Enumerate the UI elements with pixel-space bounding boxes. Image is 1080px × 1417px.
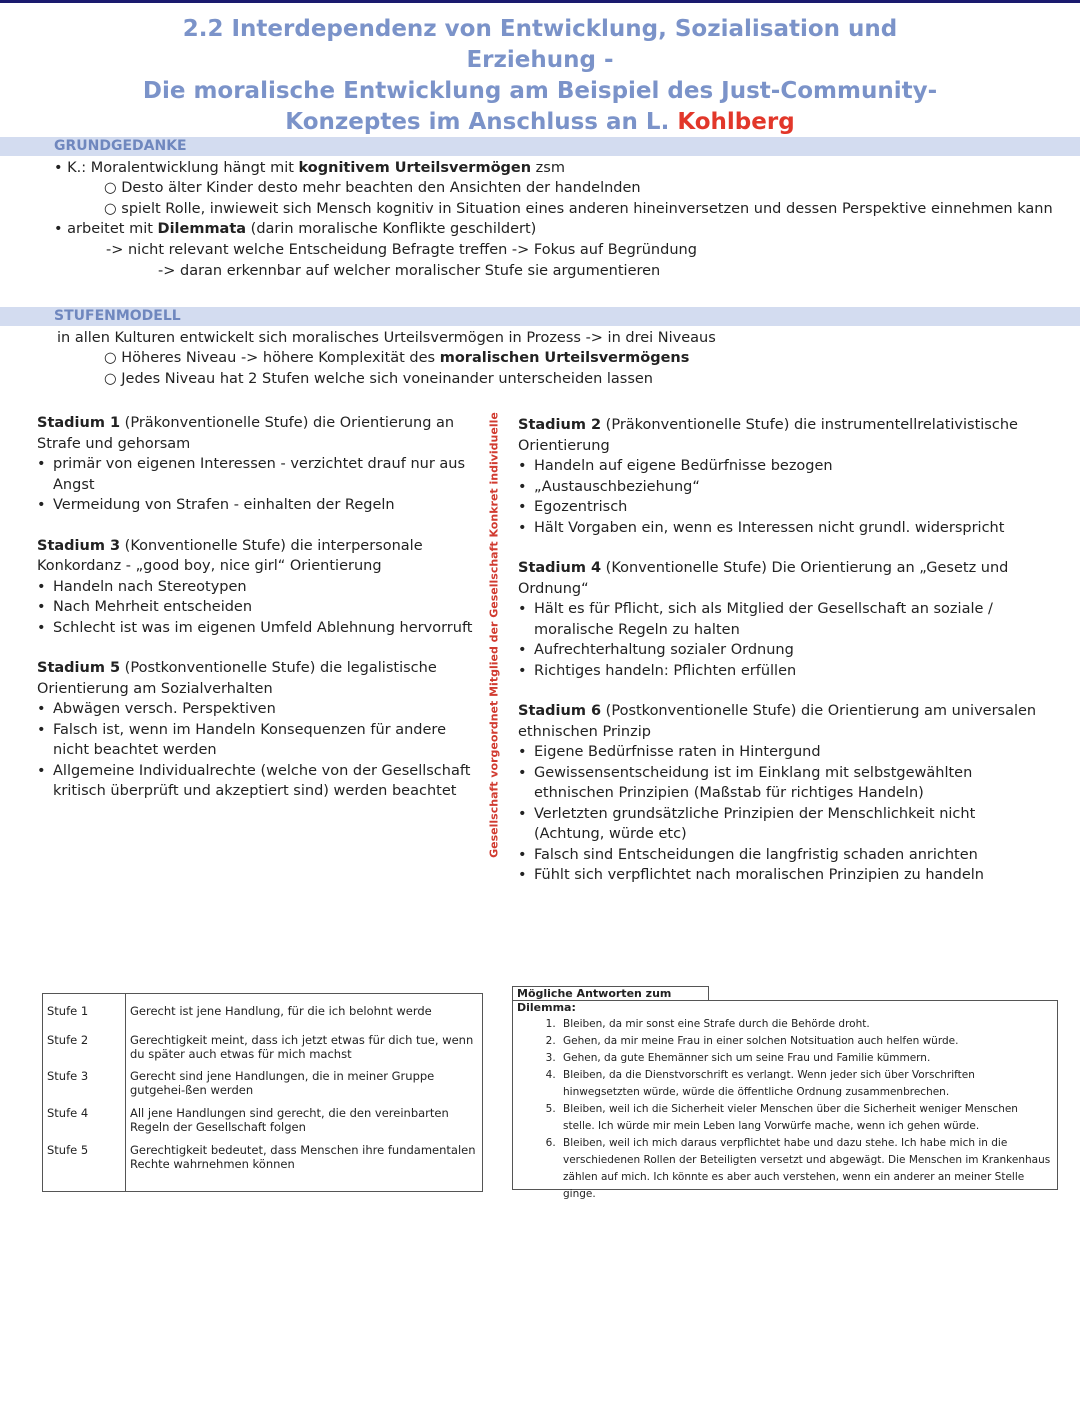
list-item: • Richtiges handeln: Pflichten erfüllen	[518, 661, 1048, 682]
list-item: • Nach Mehrheit entscheiden	[37, 597, 485, 618]
heading-stufenmodell: STUFENMODELL	[54, 308, 181, 324]
stufen-sub-1: ○ Höheres Niveau -> höhere Komplexität des moralischen Urteilsvermögens	[104, 350, 690, 366]
stufen-intro: in allen Kulturen entwickelt sich moralisches Urteilsvermögen in Prozess -> in drei Niveaus	[57, 330, 716, 346]
grund-sub-2: ○ spielt Rolle, inwieweit sich Mensch kognitiv in Situation eines anderen hineinversetzen und dessen Perspektive einnehmen kann	[104, 201, 1053, 217]
top-rule	[0, 0, 1080, 3]
list-item: 1. Bleiben, da mir sonst eine Strafe durch die Behörde droht.	[559, 1016, 1051, 1033]
stadium-2: Stadium 2 (Präkonventionelle Stufe) die instrumentellrelativistische Orientierung • Handeln auf eigene Bedürfnisse bezogen • „Austauschbeziehung“ • Egozentrisch • Hält Vorgaben ein, wenn es Interessen nicht grundl. widerspricht	[518, 415, 1048, 538]
list-item: • Fühlt sich verpflichtet nach moralischen Prinzipien zu handeln	[518, 865, 1048, 886]
list-item: • Hält Vorgaben ein, wenn es Interessen nicht grundl. widerspricht	[518, 518, 1048, 539]
stadium-6: Stadium 6 (Postkonventionelle Stufe) die Orientierung am universalen ethnischen Prinzip • Eigene Bedürfnisse raten in Hintergund • Gewissensentscheidung ist im Einklang mit selbstgewählten ethnischen Prinzipien (Maßstab für richtiges Handeln) • Verletzten grundsätzliche Prinzipien der Menschlichkeit nicht (Achtung, würde etc) • Falsch sind Entscheidungen die langfristig schaden anrichten • Fühlt sich verpflichtet nach moralischen Prinzipien zu handeln	[518, 701, 1048, 886]
answers-box	[512, 1000, 1058, 1200]
table-row: Stufe 1 Gerecht ist jene Handlung, für die ich belohnt werde	[43, 994, 483, 1019]
table-row: Stufe 4 All jene Handlungen sind gerecht, die den vereinbarten Regeln der Gesellschaft folgen	[43, 1097, 483, 1134]
list-item: • Gewissensentscheidung ist im Einklang mit selbstgewählten ethnischen Prinzipien (Maßstab für richtiges Handeln)	[518, 763, 1048, 804]
list-item: 2. Gehen, da mir meine Frau in einer solchen Notsituation auch helfen würde.	[559, 1033, 1051, 1050]
vertical-axis-label: Gesellschaft vorgeordnet Mitglied der Gesellschaft Konkret individuelle	[487, 412, 501, 858]
table-row: Stufe 2 Gerechtigkeit meint, dass ich jetzt etwas für dich tue, wenn du später auch etwas für mich machst	[43, 1018, 483, 1061]
list-item: 5. Bleiben, weil ich die Sicherheit vieler Menschen über die Sicherheit weniger Menschen stelle. Ich würde mir mein Leben lang Vorwürfe mache, wenn ich gehen würde.	[559, 1101, 1051, 1135]
list-item: • Falsch sind Entscheidungen die langfristig schaden anrichten	[518, 845, 1048, 866]
list-item: • Vermeidung von Strafen - einhalten der Regeln	[37, 495, 485, 516]
title-highlight: Kohlberg	[677, 109, 795, 135]
stadium-4: Stadium 4 (Konventionelle Stufe) Die Orientierung an „Gesetz und Ordnung“ • Hält es für Pflicht, sich als Mitglied der Gesellschaft an soziale / moralische Regeln zu halten • Aufrechterhaltung sozialer Ordnung • Richtiges handeln: Pflichten erfüllen	[518, 558, 1048, 681]
table-row: Stufe 3 Gerecht sind jene Handlungen, die in meiner Gruppe gutgehei-ßen werden	[43, 1061, 483, 1097]
list-item: • Aufrechterhaltung sozialer Ordnung	[518, 640, 1048, 661]
grund-arrow-2: -> daran erkennbar auf welcher moralischer Stufe sie argumentieren	[158, 263, 661, 279]
grund-sub-1: ○ Desto älter Kinder desto mehr beachten den Ansichten der handelnden	[104, 180, 641, 196]
list-item: • Falsch ist, wenn im Handeln Konsequenzen für andere nicht beachtet werden	[37, 720, 485, 761]
left-column	[37, 413, 485, 822]
list-item: • Verletzten grundsätzliche Prinzipien der Menschlichkeit nicht (Achtung, würde etc)	[518, 804, 1048, 845]
list-item: • Egozentrisch	[518, 497, 1048, 518]
heading-grundgedanke: GRUNDGEDANKE	[54, 138, 187, 154]
page-title: 2.2 Interdependenz von Entwicklung, Sozialisation und Erziehung - Die moralische Entwicklung am Beispiel des Just-Community- Konzeptes im Anschluss an L. Kohlberg	[142, 16, 938, 135]
list-item: 6. Bleiben, weil ich mich daraus verpflichtet habe und dazu stehe. Ich habe mich in die verschiedenen Rollen der Beteiligten versetzt und abgewägt. Die Menschen im Krankenhaus zählen auf mich. Ich könnte es aber auch verstehen, wenn ein anderer an meiner Stelle ginge.	[559, 1135, 1051, 1203]
list-item: • „Austauschbeziehung“	[518, 477, 1048, 498]
list-item: • Hält es für Pflicht, sich als Mitglied der Gesellschaft an soziale / moralische Regeln zu halten	[518, 599, 1048, 640]
stadium-1: Stadium 1 (Präkonventionelle Stufe) die Orientierung an Strafe und gehorsam • primär von eigenen Interessen - verzichtet drauf nur aus Angst • Vermeidung von Strafen - einhalten der Regeln	[37, 413, 485, 516]
list-item: • Handeln nach Stereotypen	[37, 577, 485, 598]
stadium-3: Stadium 3 (Konventionelle Stufe) die interpersonale Konkordanz - „good boy, nice girl“ Orientierung • Handeln nach Stereotypen • Nach Mehrheit entscheiden • Schlecht ist was im eigenen Umfeld Ablehnung hervorruft	[37, 536, 485, 639]
list-item: • Handeln auf eigene Bedürfnisse bezogen	[518, 456, 1048, 477]
list-item: • Eigene Bedürfnisse raten in Hintergund	[518, 742, 1048, 763]
stufen-table	[42, 993, 483, 1192]
list-item: • Schlecht ist was im eigenen Umfeld Ablehnung hervorruft	[37, 618, 485, 639]
list-item: • Abwägen versch. Perspektiven	[37, 699, 485, 720]
list-item: 4. Bleiben, da die Dienstvorschrift es verlangt. Wenn jeder sich über Vorschriften hinwegsetzten würde, würde die öffentliche Ordnung zusammenbrechen.	[559, 1067, 1051, 1101]
right-column	[518, 415, 1048, 906]
grund-arrow-1: -> nicht relevant welche Entscheidung Befragte treffen -> Fokus auf Begründung	[106, 242, 697, 258]
stufen-sub-2: ○ Jedes Niveau hat 2 Stufen welche sich voneinander unterscheiden lassen	[104, 371, 654, 387]
stadium-5: Stadium 5 (Postkonventionelle Stufe) die legalistische Orientierung am Sozialverhalten • Abwägen versch. Perspektiven • Falsch ist, wenn im Handeln Konsequenzen für andere nicht beachtet werden • Allgemeine Individualrechte (welche von der Gesellschaft kritisch überprüft und akzeptiert sind) werden beachtet	[37, 658, 485, 802]
grund-bullet-2: • arbeitet mit Dilemmata (darin moralische Konflikte geschildert)	[54, 221, 537, 237]
list-item: • primär von eigenen Interessen - verzichtet drauf nur aus Angst	[37, 454, 485, 495]
grund-bullet-1: • K.: Moralentwicklung hängt mit kognitivem Urteilsvermögen zsm	[54, 160, 565, 176]
table-row: Stufe 5 Gerechtigkeit bedeutet, dass Menschen ihre fundamentalen Rechte wahrnehmen können	[43, 1134, 483, 1192]
list-item: • Allgemeine Individualrechte (welche von der Gesellschaft kritisch überprüft und akzeptiert sind) werden beachtet	[37, 761, 485, 802]
answers-heading: Mögliche Antworten zum Dilemma:	[512, 986, 709, 1000]
list-item: 3. Gehen, da gute Ehemänner sich um seine Frau und Familie kümmern.	[559, 1050, 1051, 1067]
